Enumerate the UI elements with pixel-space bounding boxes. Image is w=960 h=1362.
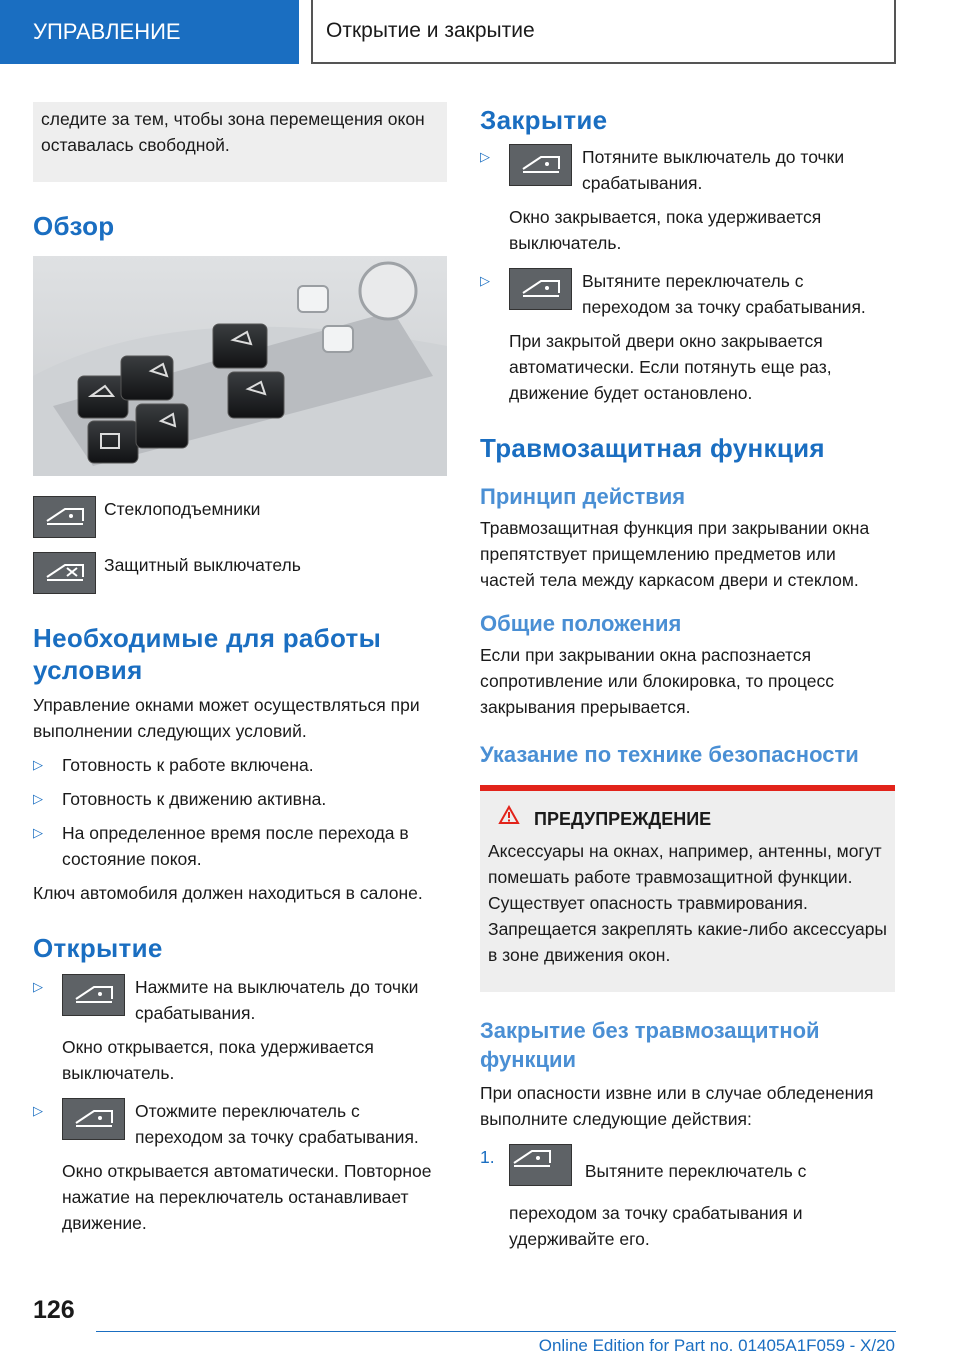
step-result: Окно открывается автоматически. Повторное нажатие на переключатель останавливает движение. (62, 1161, 432, 1233)
window-lifter-icon (62, 974, 125, 1016)
closing-title: Закрытие (480, 105, 608, 135)
general-title: Общие положения (480, 611, 682, 636)
triangle-bullet-icon: ▷ (33, 791, 43, 806)
warning-heading: ПРЕДУПРЕЖДЕНИЕ (534, 808, 712, 829)
step-result: Окно закрывается, пока удерживается выключатель. (509, 207, 822, 253)
warning-header (488, 805, 887, 832)
right-column (480, 104, 895, 1249)
pinch-protection-title: Травмозащитная функция (480, 433, 825, 463)
legend-item (33, 496, 447, 538)
section-tab (0, 0, 299, 64)
triangle-bullet-icon: ▷ (33, 1103, 43, 1118)
left-column (33, 102, 447, 1236)
step-number: 1. (480, 1147, 495, 1167)
section-title: УПРАВЛЕНИЕ (33, 19, 181, 44)
requirements-intro: Управление окнами может осуществляться при выполнении следующих условий. (33, 695, 420, 741)
triangle-bullet-icon: ▷ (33, 825, 43, 840)
triangle-bullet-icon: ▷ (33, 979, 43, 994)
note-box (33, 102, 447, 182)
warning-triangle-icon (498, 805, 520, 832)
step-item (33, 974, 447, 1086)
triangle-bullet-icon: ▷ (480, 273, 490, 288)
step-action: Отожмите переключатель с переходом за точку срабатывания. (135, 1101, 419, 1147)
legend-label: Защитный выключатель (104, 555, 301, 575)
general-text: Если при закрывании окна распознается сопротивление или блокировка, то процесс закрывания прерывается. (480, 645, 835, 717)
step-item (480, 144, 895, 256)
safety-title: Указание по технике безопасности (480, 742, 859, 767)
window-lifter-icon (509, 268, 572, 310)
step-action: Потяните выключатель до точки срабатывания. (582, 147, 845, 193)
window-lifter-icon (509, 144, 572, 186)
triangle-bullet-icon: ▷ (480, 149, 490, 164)
list-item: ▷ Готовность к работе включена. (33, 752, 447, 778)
triangle-bullet-icon: ▷ (33, 757, 43, 772)
step-action: Вытяните переключатель с переходом за точку срабатывания и удерживайте его. (509, 1161, 807, 1249)
step-item (480, 268, 895, 406)
requirements-note: Ключ автомобиля должен находиться в салоне. (33, 883, 423, 903)
step-action: Вытяните переключатель с переходом за точку срабатывания. (582, 271, 866, 317)
overview-title: Обзор (33, 211, 115, 241)
numbered-step (480, 1144, 895, 1249)
step-item (33, 1098, 447, 1236)
no-pinch-intro: При опасности извне или в случае обледенения выполните следующие действия: (480, 1083, 874, 1129)
requirements-title: Необходимые для работы условия (33, 623, 382, 685)
step-result: При закрытой двери окно закрывается автоматически. Если потянуть еще раз, движение будет остановлено. (509, 331, 832, 403)
door-panel-illustration (33, 256, 447, 476)
principle-title: Принцип действия (480, 484, 686, 509)
footer-rule (96, 1331, 896, 1332)
legend-item (33, 552, 447, 594)
opening-title: Открытие (33, 933, 163, 963)
note-text: следите за тем, чтобы зона перемещения окон оставалась свободной. (41, 109, 425, 155)
window-switches-photo (33, 256, 447, 476)
principle-text: Травмозащитная функция при закрывании окна препятствует прищемлению предметов или частей тела между каркасом двери и стеклом. (480, 518, 870, 590)
topic-title: Открытие и закрытие (326, 19, 535, 42)
step-result: Окно открывается, пока удерживается выключатель. (62, 1037, 374, 1083)
window-lifter-icon (62, 1098, 125, 1140)
step-action: Нажмите на выключатель до точки срабатывания. (135, 977, 419, 1023)
page-number: 126 (33, 1296, 75, 1324)
no-pinch-title: Закрытие без травмозащитной функции (480, 1018, 820, 1072)
warning-box (480, 785, 895, 992)
window-lifter-icon (509, 1144, 572, 1186)
edition-footer: Online Edition for Part no. 01405A1F059 - X/20 (538, 1336, 895, 1355)
window-lifter-icon (33, 496, 96, 538)
topic-header (311, 0, 896, 64)
legend-label: Стеклоподъемники (104, 499, 261, 519)
list-item: ▷ На определенное время после перехода в состояние покоя. (33, 820, 447, 872)
safety-switch-icon (33, 552, 96, 594)
list-item: ▷ Готовность к движению активна. (33, 786, 447, 812)
warning-text: Аксессуары на окнах, например, антенны, могут помешать работе травмозащитной функции. Существует опасность травмирования. Запрещается закреплять какие-либо аксессуары в зоне движения окон. (488, 841, 888, 965)
